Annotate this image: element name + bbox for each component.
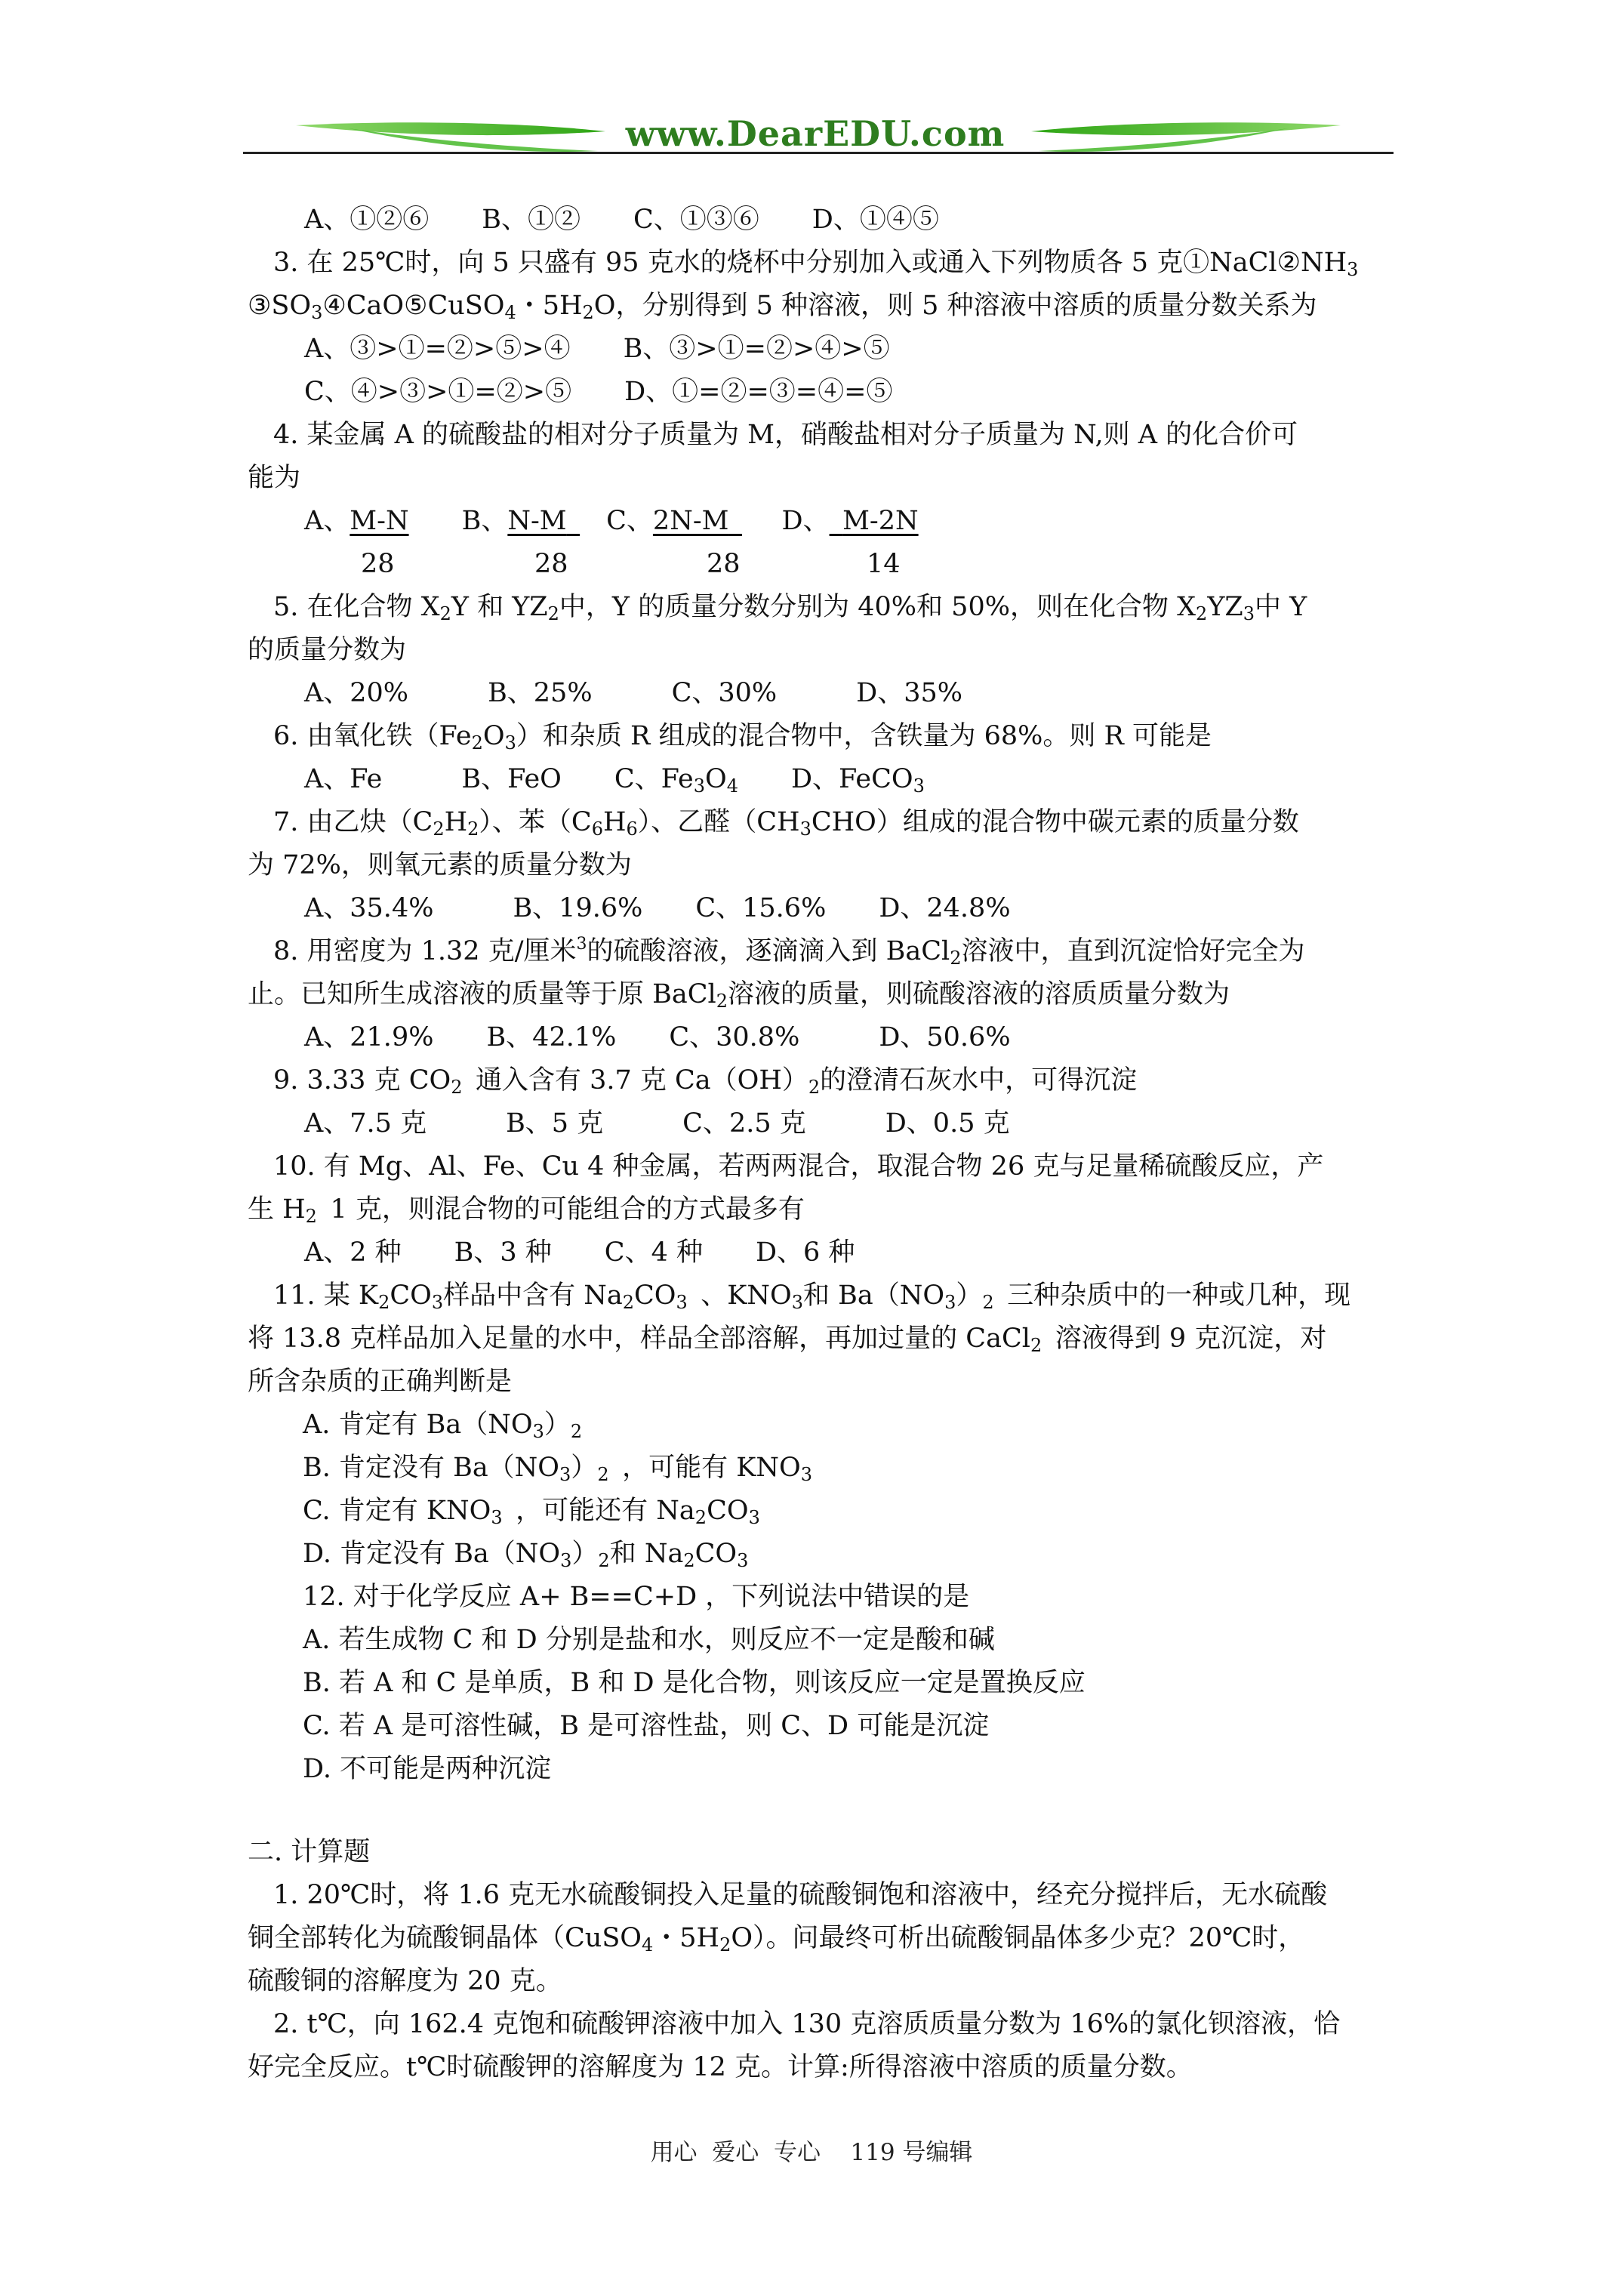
q6-stem: 6. 由氧化铁$(Fe_2O_3)$和杂质 R 组成的混合物中，含铁量为 68%。则 R 可能是 [273,721,1212,754]
header-divider [243,152,1394,154]
q11-option-b: B. 肯定没有 $Ba(NO_3)_2$ ，可能有 $KNO_3$ [303,1453,812,1485]
q4-option-c-denominator: 28 [707,549,741,579]
q7-stem-line2: 为 72%，则氧元素的质量分数为 [248,850,632,880]
q5-stem-line1: 5. 在化合物 $X_2Y$ 和 $YZ_2$中，Y 的质量分数分别为 40%和 50%，则在化合物 $X_2YZ_3$中 Y [273,592,1307,624]
q12-option-c: C. 若 A 是可溶性碱，B 是可溶性盐，则 C、D 可能是沉淀 [303,1711,990,1741]
section-heading-calculation: 二. 计算题 [248,1837,371,1867]
q8-stem-line1: 8. 用密度为 1.32 克/厘米$^3$的硫酸溶液，逐滴滴入到 BaCl$_2$溶液中，直到沉淀恰好完全为 [273,935,1305,969]
q5-options: A、20% B、25% C、30% D、35% [304,678,963,708]
q9-stem: 9. 3.33 克 $CO_2$ 通入含有 3.7 克 $Ca(OH)_2$的澄清石灰水中，可得沉淀 [273,1065,1138,1098]
q11-option-a: A. 肯定有 $Ba(NO_3)_2$ [303,1410,583,1442]
q4-stem-line2: 能为 [248,463,301,493]
q7-stem-line1: 7. 由乙炔$(C_2H_2)$、苯$(C_6H_6)$、乙醛$(CH_3CHO)$组成的混合物中碳元素的质量分数 [273,807,1299,840]
q6-options: A、Fe B、FeO C、$Fe_3O_4$ D、FeCO$_3$ [304,764,925,797]
q3-stem-line2: $③SO_3④CaO⑤CuSO_4$・$5H_2O$，分别得到 5 种溶液，则 5 种溶液中溶质的质量分数关系为 [248,291,1317,323]
q10-stem-line1: 10. 有 Mg、Al、Fe、Cu 4 种金属，若两两混合，取混合物 26 克与足量稀硫酸反应，产 [273,1151,1324,1182]
q5-stem-line2: 的质量分数为 [248,635,407,665]
calc2-line2: 好完全反应。t℃时硫酸钾的溶解度为 12 克。计算:所得溶液中溶质的质量分数。 [248,2052,1193,2082]
q12-option-a: A. 若生成物 C 和 D 分别是盐和水，则反应不一定是酸和碱 [303,1625,995,1655]
q8-stem-line2: 止。已知所生成溶液的质量等于原 BaCl$_2$溶液的质量，则硫酸溶液的溶质质量分数为 [248,979,1230,1012]
site-url-logo: www.DearEDU.com [625,113,1006,154]
left-leaf-swoosh [296,122,605,135]
q2-options: A、①②⑥ B、①② C、①③⑥ D、①④⑤ [304,205,939,235]
calc1-line1: 1. 20℃时，将 1.6 克无水硫酸铜投入足量的硫酸铜饱和溶液中，经充分搅拌后，无水硫酸 [273,1880,1328,1910]
q3-options-cd: C、④>③>①=②>⑤ D、①=②=③=④=⑤ [304,377,893,407]
q4-option-b-denominator: 28 [534,549,568,579]
q10-stem-line2: 生 $H_2$ 1 克，则混合物的可能组合的方式最多有 [248,1194,805,1227]
right-leaf-swoosh [1031,122,1341,135]
q10-options: A、2 种 B、3 种 C、4 种 D、6 种 [304,1237,855,1268]
q3-options-ab: A、③>①=②>⑤>④ B、③>①=②>④>⑤ [304,334,890,364]
q12-option-b: B. 若 A 和 C 是单质，B 和 D 是化合物，则该反应一定是置换反应 [303,1668,1086,1698]
q11-option-d: D. 肯定没有 $Ba(NO_3)_2$和 $Na_2CO_3$ [303,1539,749,1571]
q11-stem-line2: 将 13.8 克样品加入足量的水中，样品全部溶解，再加过量的 CaCl$_2$ 溶液得到 9 克沉淀，对 [248,1324,1327,1356]
q12-option-d: D. 不可能是两种沉淀 [303,1754,552,1784]
calc1-line2: 铜全部转化为硫酸铜晶体（CuSO$_4$・$5H_2O$）。问最终可析出硫酸铜晶体多少克？20℃时， [248,1923,1305,1955]
q8-options: A、21.9% B、42.1% C、30.8% D、50.6% [304,1022,1011,1052]
q7-options: A、35.4% B、19.6% C、15.6% D、24.8% [304,893,1011,923]
q11-stem-line3: 所含杂质的正确判断是 [248,1367,513,1397]
q4-stem-line1: 4. 某金属 A 的硫酸盐的相对分子质量为 M，硝酸盐相对分子质量为 N,则 A 的化合价可 [273,420,1298,450]
calc1-line3: 硫酸铜的溶解度为 20 克。 [248,1966,562,1996]
q11-stem-line1: 11. 某 $K_2CO_3$样品中含有 $Na_2CO_3$ 、$KNO_3$和 $Ba(NO_3)_2$ 三种杂质中的一种或几种，现 [273,1281,1351,1313]
page-footer: 用心 爱心 专心 119 号编辑 [650,2139,973,2166]
q4-option-d-denominator: 14 [867,549,901,579]
calc2-line1: 2. t℃，向 162.4 克饱和硫酸钾溶液中加入 130 克溶质质量分数为 16%的氯化钡溶液，恰 [273,2009,1341,2039]
q9-options: A、7.5 克 B、5 克 C、2.5 克 D、0.5 克 [304,1108,1010,1139]
q3-stem-line1: 3. 在 25℃时，向 5 只盛有 95 克水的烧杯中分别加入或通入下列物质各 5 克$①NaCl②NH_3$ [273,248,1359,280]
q11-option-c: C. 肯定有 $KNO_3$ ，可能还有 $Na_2CO_3$ [303,1496,760,1528]
q4-option-a-denominator: 28 [361,549,395,579]
q12-stem: 12. 对于化学反应 A+ B==C+D ，下列说法中错误的是 [303,1582,970,1612]
q4-options-numerators: A、M-N B、N-M C、2N-M D、 M-2N [304,506,919,536]
